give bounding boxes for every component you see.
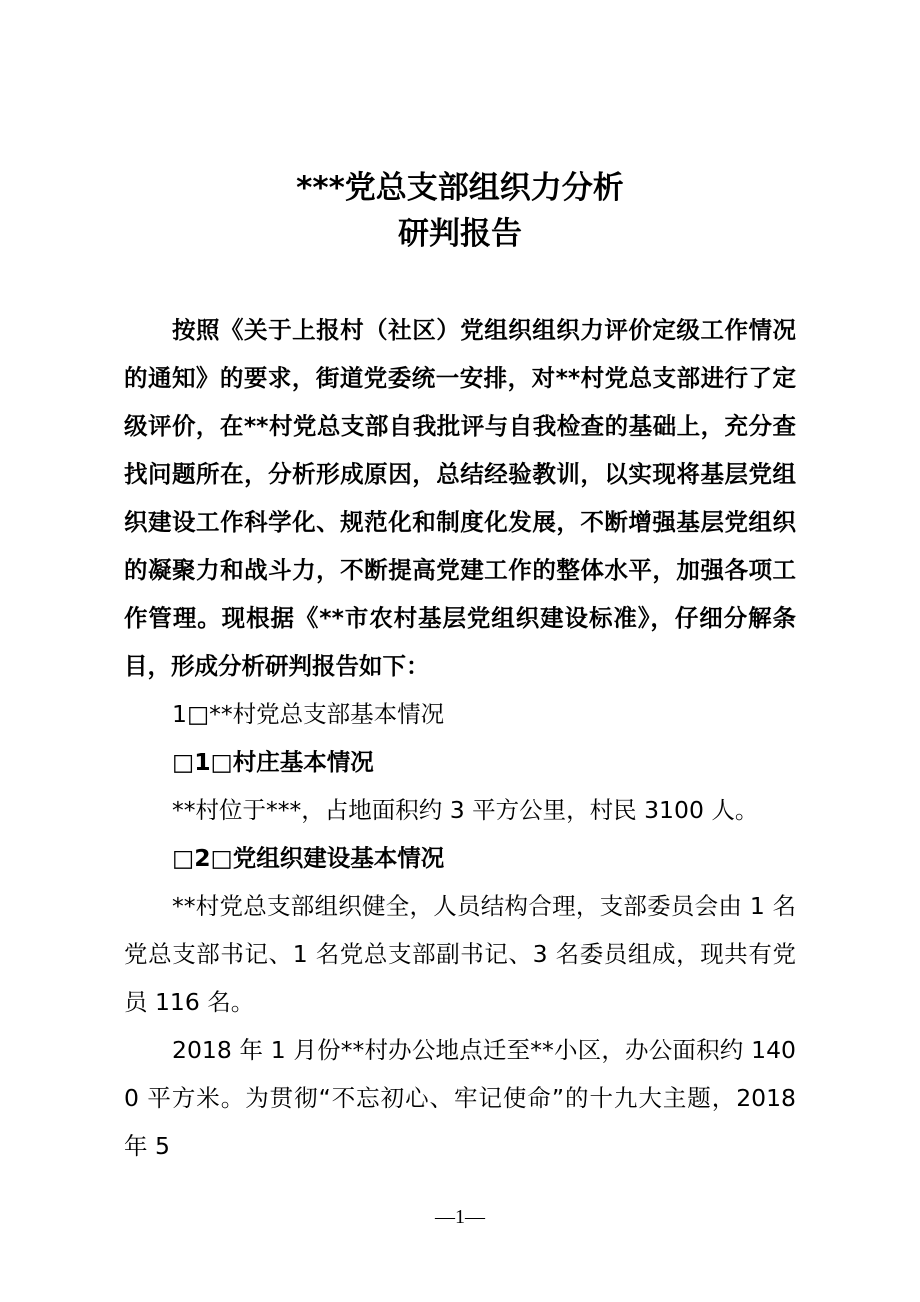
section-heading-1: 1□**村党总支部基本情况 <box>172 700 445 728</box>
document-title-line2: 研判报告 <box>398 216 522 252</box>
page-number: —1— <box>435 1206 485 1228</box>
subsection-heading-party-org: □2□党组织建设基本情况 <box>172 844 445 872</box>
intro-paragraph: 按照《关于上报村（社区）党组织组织力评价定级工作情况的通知》的要求，街道党委统一安排，对**村党总支部进行了定级评价，在**村党总支部自我批评与自我检查的基础上，充分查找问题所在，分析形成原因，总结经验教训，以实现将基层党组织建设工作科学化、规范化和制度化发展，不断增强基层党组织的凝聚力和战斗力，不断提高党建工作的整体水平，加强各项工作管理。现根据《**市农村基层党组织建设标准》，仔细分解条目，形成分析研判报告如下： <box>124 316 796 680</box>
party-org-paragraph: **村党总支部组织健全，人员结构合理，支部委员会由 1 名党总支部书记、1 名党总支部副书记、3 名委员组成，现共有党员 116 名。 <box>124 892 796 1016</box>
village-info-paragraph: **村位于***，占地面积约 3 平方公里，村民 3100 人。 <box>172 796 759 824</box>
document-title-line1: ***党总支部组织力分析 <box>296 170 624 206</box>
office-relocation-paragraph: 2018 年 1 月份**村办公地点迁至**小区，办公面积约 1400 平方米。为贯彻“不忘初心、牢记使命”的十九大主题，2018 年 5 <box>124 1036 796 1160</box>
document-body <box>124 306 796 1170</box>
subsection-heading-village-info: □1□村庄基本情况 <box>172 748 374 776</box>
